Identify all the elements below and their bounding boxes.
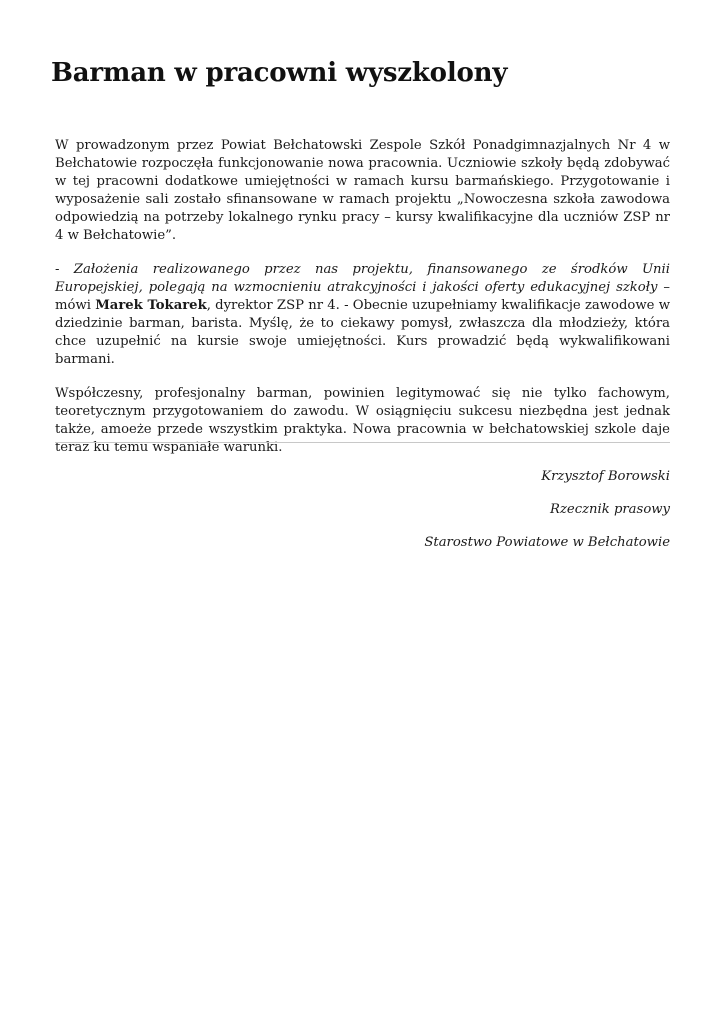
signature-name: Krzysztof Borowski xyxy=(541,469,670,484)
article-title: Barman w pracowni wyszkolony xyxy=(51,58,508,88)
paragraph-conclusion: Współczesny, profesjonalny barman, powinien legitymować się nie tylko fachowym, teoretycznym przygotowaniem do zawodu. W osiągnięciu sukcesu niezbędna jest jednak także, amoeże przede wszystkim praktyka. Nowa pracownia w bełchatowskiej szkole daje teraz ku temu wspaniałe warunki. xyxy=(55,386,670,455)
signature-block xyxy=(55,468,670,567)
section-divider xyxy=(55,442,670,443)
paragraph-intro: W prowadzonym przez Powiat Bełchatowski Zespole Szkół Ponadgimnazjalnych Nr 4 w Bełchatowie rozpoczęła funkcjonowanie nowa pracownia. Uczniowie szkoły będą zdobywać w tej pracowni dodatkowe umiejętności w ramach kursu barmańskiego. Przygotowanie i wyposażenie sali zostało sfinansowane w ramach projektu „Nowoczesna szkoła zawodowa odpowiedzią na potrzeby lokalnego rynku pracy – kursy kwalifikacyjne dla uczniów ZSP nr 4 w Bełchatowie”. xyxy=(55,138,670,243)
article-body xyxy=(55,137,670,473)
signature-role: Rzecznik prasowy xyxy=(550,502,670,517)
quote-attribution: – mówi xyxy=(55,280,670,313)
quote-continuation: , dyrektor ZSP nr 4. - Obecnie uzupełniamy kwalifikacje zawodowe w dziedzinie barman, barista. Myślę, że to ciekawy pomysł, zwłaszcza dla młodzieży, która chce uzupełnić na kursie swoje umiejętności. Kurs prowadzić będą wykwalifikowani barmani. xyxy=(55,298,670,367)
quote-italic-text: - Założenia realizowanego przez nas projektu, finansowanego ze środków Unii Europejskiej, polegają na wzmocnieniu atrakcyjności i jakości oferty edukacyjnej szkoły xyxy=(55,262,670,295)
paragraph-quote xyxy=(55,261,670,369)
speaker-name: Marek Tokarek xyxy=(95,298,207,313)
signature-office: Starostwo Powiatowe w Bełchatowie xyxy=(424,535,670,550)
